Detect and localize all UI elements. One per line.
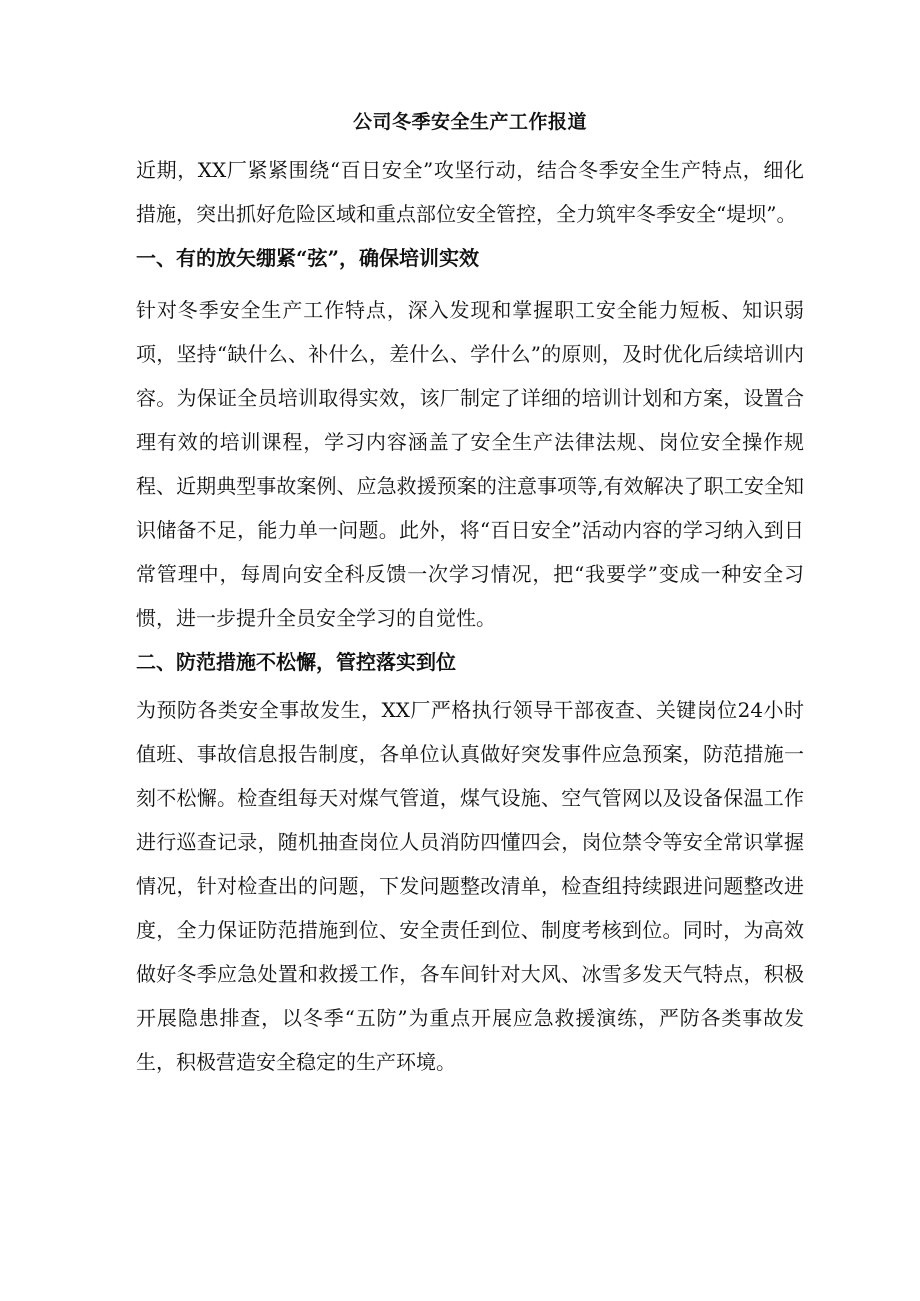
section-2-body: 为预防各类安全事故发生，XX厂严格执行领导干部夜查、关键岗位24小时值班、事故信息报告制度，各单位认真做好突发事件应急预案，防范措施一刻不松懈。检查组每天对煤气管道，煤气设施、空气管网以及设备保温工作进行巡查记录，随机抽查岗位人员消防四懂四会，岗位禁令等安全常识掌握情况，针对检查出的问题，下发问题整改清单，检查组持续跟进问题整改进度，全力保证防范措施到位、安全责任到位、制度考核到位。同时，为高效做好冬季应急处置和救援工作，各车间针对大风、冰雪多发天气特点，积极开展隐患排查，以冬季“五防”为重点开展应急救援演练，严防各类事故发生，积极营造安全稳定的生产环境。 (136, 698, 804, 1074)
intro-paragraph: 近期，XX厂紧紧围绕“百日安全”攻坚行动，结合冬季安全生产特点，细化措施，突出抓好危险区域和重点部位安全管控，全力筑牢冬季安全“堤坝”。 (136, 158, 804, 226)
section-1-body: 针对冬季安全生产工作特点，深入发现和掌握职工安全能力短板、知识弱项，坚持“缺什么、补什么，差什么、学什么”的原则，及时优化后续培训内容。为保证全员培训取得实效，该厂制定了详细的培训计划和方案，设置合理有效的培训课程，学习内容涵盖了安全生产法律法规、岗位安全操作规程、近期典型事故案例、应急救援预案的注意事项等,有效解决了职工安全知识储备不足，能力单一问题。此外，将“百日安全”活动内容的学习纳入到日常管理中，每周向安全科反馈一次学习情况，把“我要学”变成一种安全习惯，进一步提升全员安全学习的自觉性。 (136, 298, 804, 630)
section-2-heading: 二、防范措施不松懈，管控落实到位 (136, 650, 456, 674)
section-1-heading: 一、有的放矢绷紧“弦”，确保培训实效 (136, 246, 480, 270)
document-page (136, 110, 804, 1084)
document-title: 公司冬季安全生产工作报道 (352, 111, 587, 133)
